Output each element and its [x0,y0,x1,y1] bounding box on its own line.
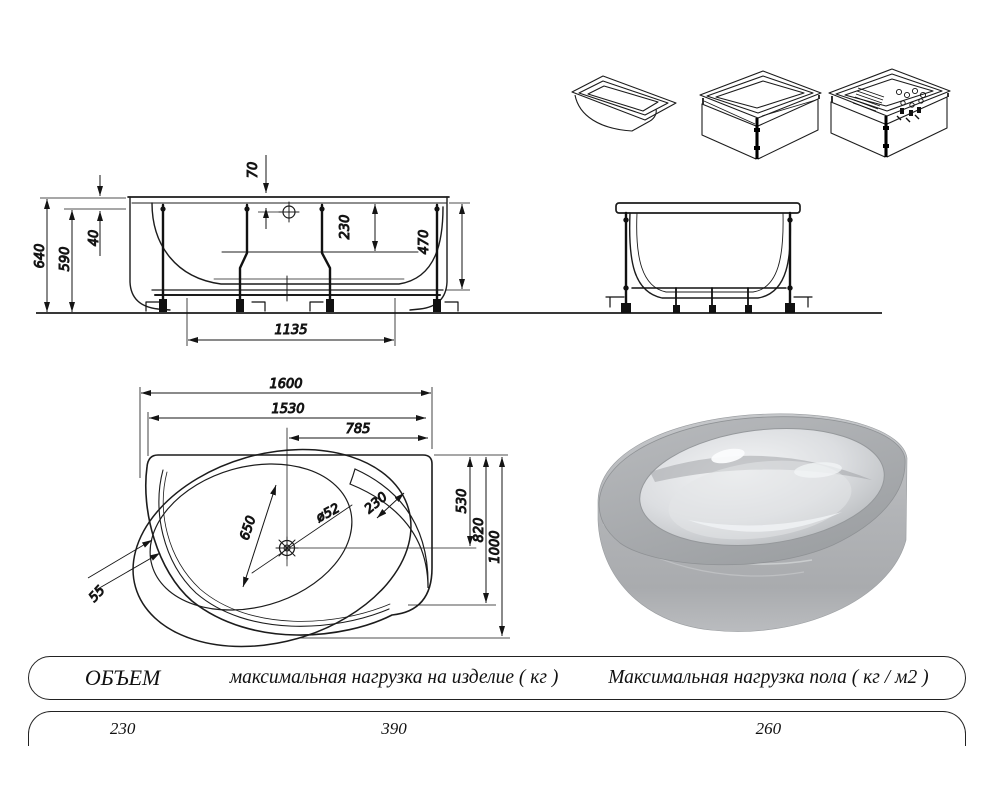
dim-inner-length: 1530 [271,402,305,417]
plan-view [110,419,476,678]
header-volume: ОБЪЕМ [84,665,161,690]
value-volume: 230 [109,719,136,738]
dim-overall-length: 1600 [269,377,303,392]
dim-inner-depth: 230 [338,214,353,240]
dim-basin-axis: 650 [237,514,260,543]
dim-overflow-offset: 70 [246,161,261,179]
dim-support-span: 1135 [274,323,308,338]
dim-right-height: 470 [417,229,432,255]
assembly-step-1 [572,76,676,131]
overflow-hole-symbol [279,202,299,222]
assembly-step-3 [829,69,950,157]
front-elevation-dimensions [33,155,470,346]
spec-table [28,656,966,746]
dim-inner-width: 820 [472,517,487,543]
header-max-load-item: максимальная нагрузка на изделие ( кг ) [229,667,559,688]
product-render [598,414,907,632]
plan-view-dimensions [86,377,510,638]
spec-table-value-row [28,711,966,746]
header-max-load-floor: Максимальная нагрузка пола ( кг / м2 ) [608,667,929,688]
dim-rim-width: 55 [86,583,109,606]
dim-total-height: 640 [33,243,48,269]
spec-table-header-row [28,656,966,700]
side-elevation-view [606,203,812,313]
dim-rim-gap: 40 [87,229,102,247]
front-elevation-view [128,197,458,312]
value-max-load-item: 390 [381,719,407,738]
dim-drain-offset: 785 [345,422,371,437]
dim-drain-diameter: ø52 [313,501,343,526]
assembly-step-2 [700,71,821,159]
dim-body-height: 590 [58,246,73,272]
dim-overall-width: 1000 [488,530,503,564]
value-max-load-floor: 260 [755,719,782,738]
dim-drain-from-top: 530 [455,488,470,514]
dim-shelf-width: 230 [361,489,391,518]
